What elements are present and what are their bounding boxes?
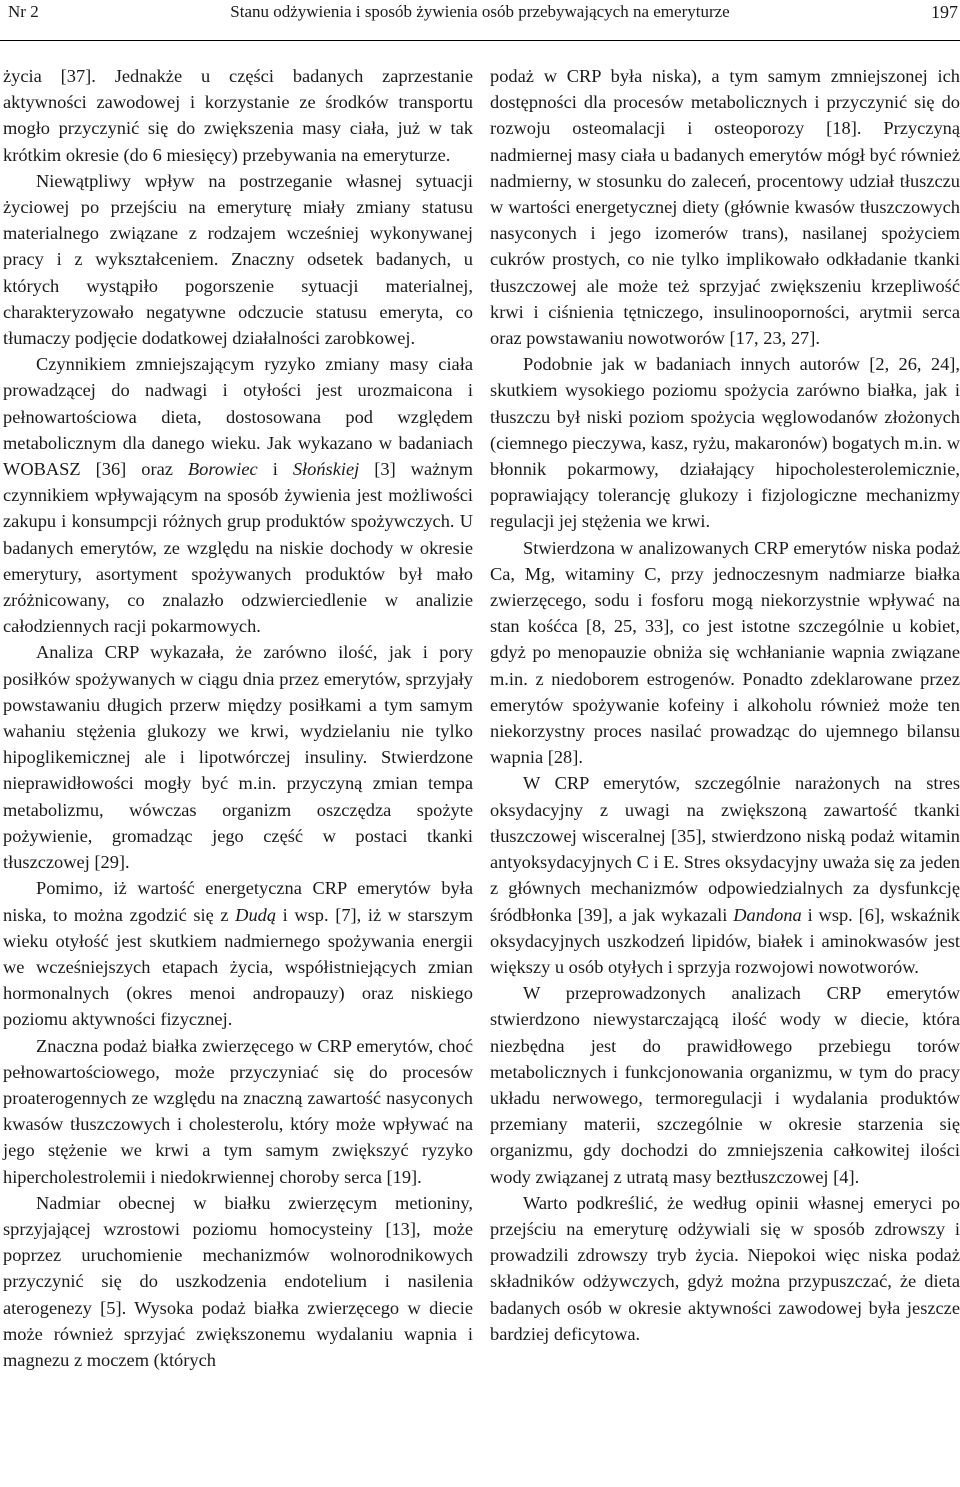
running-title: Stanu odżywienia i sposób żywienia osób przebywających na emeryturze <box>230 2 730 21</box>
paragraph: Podobnie jak w badaniach innych autorów [2, 26, 24], skutkiem wysokiego poziomu spożycia zarówno białka, jak i tłuszczu był niski poziom spożycia węglowodanów złożonych (ciemnego pieczywa, kasz, ryżu, makaronów) bogatych m.in. w błonnik pokarmowy, działający hipocholesterolemicznie, poprawiający tolerancję glukozy i fizjologiczne mechanizmy regulacji jej stężenia we krwi. <box>490 354 960 532</box>
paragraph: W przeprowadzonych analizach CRP emerytów stwierdzono niewystarczającą ilość wody w diecie, która niezbędna jest do prawidłowego przebiegu torów metabolicznych i funkcjonowania organizmu, w tym do pracy układu nerwowego, termoregulacji i wydalania produktów przemiany materii, szczególnie w okresie starzenia się organizmu, gdy dochodzi do zmniejszenia całkowitej ilości wody związanej z utratą masy beztłuszczowej [4]. <box>490 983 960 1187</box>
paragraph: Niewątpliwy wpływ na postrzeganie własnej sytuacji życiowej po przejściu na emeryturę miały zmiany statusu materialnego związane z rodzajem wcześniej wykonywanej pracy i z wykształceniem. Znaczny odsetek badanych, u których wystąpiło pogorszenie sytuacji materialnej, charakteryzowało negatywne odczucie statusu emeryta, co tłumaczy podjęcie dodatkowej działalności zarobkowej. <box>3 170 473 349</box>
paragraph: Pomimo, iż wartość energetyczna CRP emerytów była niska, to można zgodzić się z Dudą i wsp. [7], iż w starszym wieku otyłość jest skutkiem nadmiernego spożywania energii we wcześniejszych etapach życia, współistniejących zmian hormonalnych (okres menoi andropauzy) oraz niskiego poziomu aktywności fizycznej. <box>3 878 473 1030</box>
paragraph: Czynnikiem zmniejszającym ryzyko zmiany masy ciała prowadzącej do nadwagi i otyłości jest urozmaicona i pełnowartościowa dieta, dostosowana pod względem metabolicznym dla danego wieku. Jak wykazano w badaniach WOBASZ [36] oraz Borowiec i Słońskiej [3] ważnym czynnikiem wpływającym na sposób żywienia jest możliwości zakupu i konsumpcji różnych grup produktów spożywczych. U badanych emerytów, ze względu na niskie dochody w okresie emerytury, asortyment spożywanych produktów był mało zróżnicowany, co znalazło odzwierciedlenie w analizie całodziennych racji pokarmowych. <box>3 354 473 637</box>
issue-number: Nr 2 <box>8 2 39 21</box>
paragraph: Analiza CRP wykazała, że zarówno ilość, jak i pory posiłków spożywanych w ciągu dnia przez emerytów, sprzyjały powstawaniu długich przerw między posiłkami a tym samym wahaniu stężenia glukozy we krwi, wydzielaniu nie tylko hipoglikemicznej ale i lipotwórczej insuliny. Stwierdzone nieprawidłowości mogły być m.in. przyczyną zmian tempa metabolizmu, wówczas organizm oszczędza spożyte pożywienie, gromadząc jego część w postaci tkanki tłuszczowej [29]. <box>3 642 473 873</box>
right-column <box>490 63 960 1347</box>
paragraph: W CRP emerytów, szczególnie narażonych na stres oksydacyjny z uwagi na zwiększoną zawartość tkanki tłuszczowej wisceralnej [35], stwierdzono niską podaż witamin antyoksydacyjnych C i E. Stres oksydacyjny uważa się za jeden z głównych mechanizmów odpowiedzialnych za dysfunkcję śródbłonka [39], a jak wykazali Dandona i wsp. [6], wskaźnik oksydacyjnych uszkodzeń lipidów, białek i aminokwasów jest większy u osób otyłych i sprzyja rozwojowi nowotworów. <box>490 773 960 977</box>
left-column <box>3 63 473 1373</box>
paragraph: podaż w CRP była niska), a tym samym zmniejszonej ich dostępności dla procesów metabolicznych i przyczynić się do rozwoju osteomalacji i osteoporozy [18]. Przyczyną nadmiernej masy ciała u badanych emerytów mógł być również nadmierny, w stosunku do zaleceń, procentowy udział tłuszczu w wartości energetycznej diety (głównie kwasów tłuszczowych nasyconych i jego izomerów trans), nasilanej spożyciem cukrów prostych, co nie tylko implikowało odkładanie tkanki tłuszczowej ale może też sprzyjać zwiększeniu krzepliwość krwi i ciśnienia tętniczego, insulinooporności, arytmii serca oraz powstawaniu nowotworów [17, 23, 27]. <box>490 66 960 349</box>
paragraph: Nadmiar obecnej w białku zwierzęcym metioniny, sprzyjającej wzrostowi poziomu homocysteiny [13], może poprzez uruchomienie mechanizmów wolnorodnikowych przyczynić się do uszkodzenia endotelium i nasilenia aterogenezy [5]. Wysoka podaż białka zwierzęcego w diecie może również sprzyjać zwiększonemu wydalaniu wapnia i magnezu z moczem (których <box>3 1192 473 1370</box>
paragraph: Znaczna podaż białka zwierzęcego w CRP emerytów, choć pełnowartościowego, może przyczyniać się do procesów proaterogennych ze względu na znaczną zawartość nasyconych kwasów tłuszczowych i cholesterolu, który może wpływać na jego stężenie we krwi a tym samym zwiększyć ryzyko hipercholestrolemii i niedokrwiennej choroby serca [19]. <box>3 1035 473 1187</box>
paragraph: życia [37]. Jednakże u części badanych zaprzestanie aktywności zawodowej i korzystanie ze środków transportu mogło przyczynić się do zwiększenia masy ciała, już w tak krótkim okresie (do 6 miesięcy) przebywania na emeryturze. <box>3 66 473 165</box>
page-number: 197 <box>931 2 958 22</box>
header-rule <box>0 40 960 41</box>
paragraph: Stwierdzona w analizowanych CRP emerytów niska podaż Ca, Mg, witaminy C, przy jednoczesnym nadmiarze białka zwierzęcego, sodu i fosforu mogą niekorzystnie wpływać na stan kośćca [8, 25, 33], co jest istotne szczególnie u kobiet, gdyż po menopauzie obniża się wchłanianie wapnia związane m.in. z niedoborem estrogenów. Ponadto zdeklarowane przez emerytów spożywanie kofeiny i alkoholu również może ten niekorzystny proces nasilać prowadząc do ujemnego bilansu wapnia [28]. <box>490 537 960 768</box>
running-header <box>0 0 960 40</box>
paragraph: Warto podkreślić, że według opinii własnej emeryci po przejściu na emeryturę odżywiali się w sposób zdrowszy i prowadzili zdrowszy tryb życia. Niepokoi więc niska podaż składników odżywczych, gdyż można przypuszczać, że dieta badanych osób w okresie aktywności zawodowej była jeszcze bardziej deficytowa. <box>490 1192 960 1344</box>
